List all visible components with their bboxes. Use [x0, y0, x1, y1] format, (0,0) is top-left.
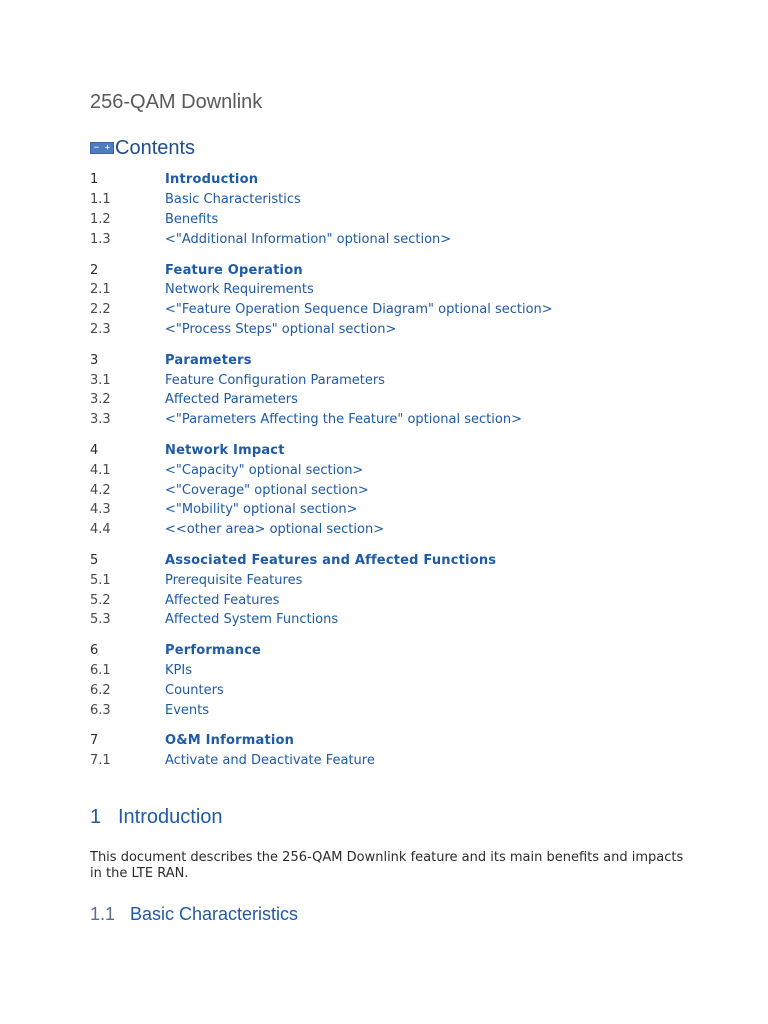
toc-item-link[interactable]: <"Mobility" optional section>: [165, 502, 358, 518]
toc-item-row: [90, 190, 730, 210]
toc-section-row: [90, 441, 730, 461]
toc-section-number: 1: [90, 172, 99, 188]
toc-item-number: 1.3: [90, 231, 111, 247]
toc-gap: [90, 630, 730, 641]
toc-item-link[interactable]: Counters: [165, 682, 224, 698]
toc-item-link[interactable]: KPIs: [165, 662, 192, 678]
toc-gap: [90, 720, 730, 731]
toc-item-number: 4.3: [90, 502, 111, 518]
intro-paragraph: This document describes the 256-QAM Downlink feature and its main benefits and impacts in the LTE RAN.: [90, 850, 684, 881]
toc-item-row: [90, 520, 730, 540]
subsection-heading-1-1: [90, 904, 298, 925]
toc-section-link[interactable]: Parameters: [165, 352, 252, 368]
toc-item-link[interactable]: Prerequisite Features: [165, 572, 303, 588]
toc-item-number: 7.1: [90, 753, 111, 769]
toc-item-number: 1.2: [90, 211, 111, 227]
toc-section-link[interactable]: Introduction: [165, 172, 259, 188]
toc-item-number: 6.3: [90, 702, 111, 718]
toc-item-number: 1.1: [90, 192, 111, 208]
toc-item-number: 2.1: [90, 282, 111, 298]
toc-item-row: [90, 229, 730, 249]
toc-item-row: [90, 320, 730, 340]
toc-item-link[interactable]: <"Parameters Affecting the Feature" optional section>: [165, 412, 522, 428]
toc-item-link[interactable]: Benefits: [165, 211, 219, 227]
toc-gap: [90, 249, 730, 260]
toc-item-number: 3.1: [90, 372, 111, 388]
section-heading-title: Introduction: [118, 806, 223, 828]
toc-item-number: 6.1: [90, 662, 111, 678]
document-title: 256-QAM Downlink: [90, 91, 263, 113]
toc-section-link[interactable]: Associated Features and Affected Functions: [165, 552, 497, 568]
toc-item-row: [90, 680, 730, 700]
toc-section-number: 5: [90, 552, 99, 568]
toc-item-row: [90, 410, 730, 430]
toc-item-link[interactable]: <"Additional Information" optional section>: [165, 231, 452, 247]
toc-section-link[interactable]: O&M Information: [165, 733, 295, 749]
toc-item-link[interactable]: Affected Parameters: [165, 392, 298, 408]
toc-item-link[interactable]: Affected System Functions: [165, 612, 339, 628]
toc-item-link[interactable]: Basic Characteristics: [165, 192, 301, 208]
toc-item-row: [90, 570, 730, 590]
toc-item-link[interactable]: Events: [165, 702, 210, 718]
toc-section-number: 4: [90, 442, 99, 458]
toc-item-number: 2.2: [90, 302, 111, 318]
collapse-icon[interactable]: −: [93, 143, 100, 153]
toc-item-row: [90, 590, 730, 610]
toc-item-row: [90, 751, 730, 771]
toc-item-link[interactable]: Feature Configuration Parameters: [165, 372, 385, 388]
toc-item-link[interactable]: Network Requirements: [165, 282, 314, 298]
toc-item-link[interactable]: <"Capacity" optional section>: [165, 462, 364, 478]
toc-gap: [90, 540, 730, 551]
section-heading-number: 1: [90, 806, 102, 828]
toc-item-link[interactable]: Affected Features: [165, 592, 280, 608]
contents-header: [90, 136, 195, 160]
toc-section-number: 7: [90, 733, 99, 749]
subsection-heading-number: 1.1: [90, 904, 116, 924]
toc-item-number: 4.4: [90, 522, 111, 538]
toc-item-row: [90, 610, 730, 630]
toc-item-number: 3.3: [90, 412, 111, 428]
toc-item-link[interactable]: <"Coverage" optional section>: [165, 482, 369, 498]
toc-item-number: 4.2: [90, 482, 111, 498]
subsection-heading-title: Basic Characteristics: [130, 904, 299, 924]
toc-item-link[interactable]: <<other area> optional section>: [165, 522, 385, 538]
contents-heading: Contents: [115, 136, 196, 159]
toc-section-row: [90, 641, 730, 661]
toc-item-row: [90, 370, 730, 390]
toc-item-row: [90, 210, 730, 230]
toc-item-row: [90, 300, 730, 320]
toc-item-row: [90, 280, 730, 300]
toc-section-row: [90, 731, 730, 751]
toc-item-row: [90, 500, 730, 520]
toc-gap: [90, 430, 730, 441]
toc-item-row: [90, 390, 730, 410]
toc-item-link[interactable]: <"Process Steps" optional section>: [165, 321, 397, 337]
toc-section-row: [90, 170, 730, 190]
toc-gap: [90, 339, 730, 350]
toc-section-number: 6: [90, 643, 99, 659]
toc-item-row: [90, 480, 730, 500]
toc-section-number: 3: [90, 352, 99, 368]
expand-collapse-toggle[interactable]: [90, 142, 114, 154]
toc-section-link[interactable]: Performance: [165, 643, 262, 659]
toc-section-row: [90, 260, 730, 280]
toc-section-row: [90, 551, 730, 571]
toc-item-number: 5.2: [90, 592, 111, 608]
toc-section-link[interactable]: Network Impact: [165, 442, 285, 458]
section-heading-1: [90, 806, 223, 829]
toc-section-number: 2: [90, 262, 99, 278]
toc-item-number: 6.2: [90, 682, 111, 698]
toc-item-row: [90, 700, 730, 720]
table-of-contents: [90, 170, 730, 771]
toc-section-link[interactable]: Feature Operation: [165, 262, 303, 278]
toc-item-number: 3.2: [90, 392, 111, 408]
toc-item-number: 5.3: [90, 612, 111, 628]
toc-item-link[interactable]: <"Feature Operation Sequence Diagram" optional section>: [165, 302, 553, 318]
toc-item-row: [90, 460, 730, 480]
toc-item-row: [90, 661, 730, 681]
toc-item-number: 2.3: [90, 321, 111, 337]
toc-item-number: 5.1: [90, 572, 111, 588]
expand-icon[interactable]: +: [104, 143, 111, 153]
toc-item-link[interactable]: Activate and Deactivate Feature: [165, 753, 375, 769]
toc-item-number: 4.1: [90, 462, 111, 478]
toc-section-row: [90, 350, 730, 370]
